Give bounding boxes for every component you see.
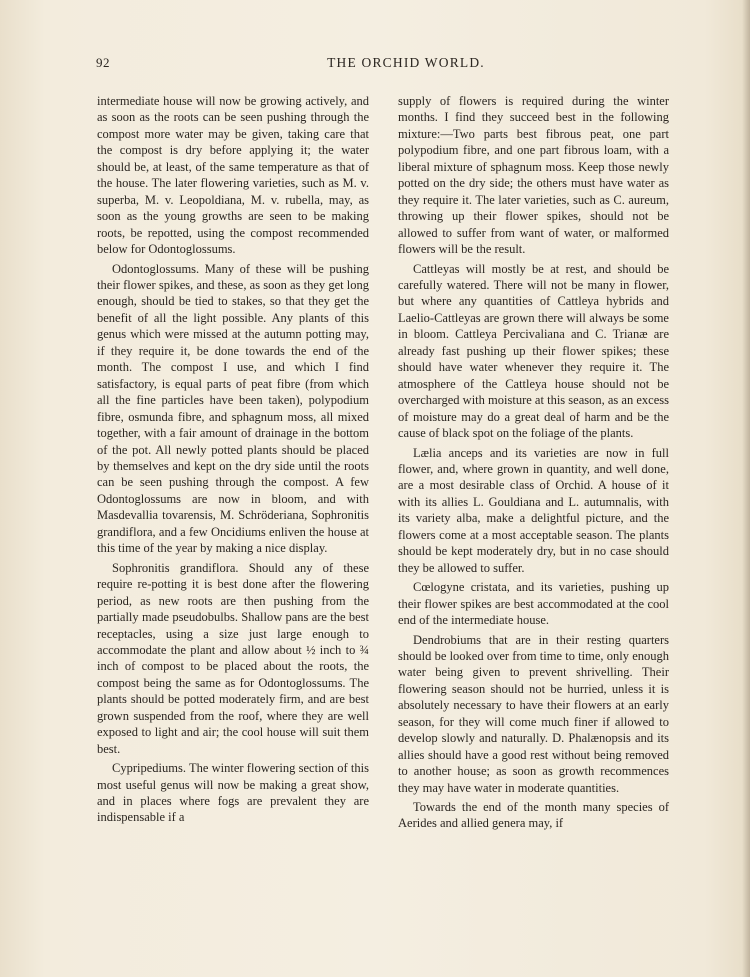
paragraph-laelia: Lælia anceps and its varieties are now in full flower, and, where grown in quantity, and well done, are a most desirable class of Orchid. A house of it with its allies L. Gouldiana and L. autumnalis, with its variety alba, make a delightful picture, and the flowers come at a most acceptable season. The plants should be kept moderately dry, but in no case should they be allowed to suffer. <box>398 445 669 575</box>
paragraph-cypripediums-continued: supply of flowers is required during the winter months. I find they succeed best in the following mixture:—Two parts best fibrous peat, one part polypodium fibre, and one part fibrous loam, with a liberal mixture of sphagnum moss. Keep those newly potted on the dry side; the others must have water as they require it. The later varieties, such as C. aureum, throwing up their flower spikes, should not be allowed to suffer from want of water, or malformed flowers will be the result. <box>398 94 669 257</box>
paragraph-odontoglossums: Odontoglossums. Many of these will be pushing their flower spikes, and these, as soon as they get long enough, should be tied to stakes, so that they get the benefit of all the light possible. Any plants of this genus which were missed at the autumn potting may, if they require it, be done towards the end of the month. The compost I use, and which I find satisfactory, is equal parts of peat fibre (from which all the fine particles have been taken), polypodium fibre, osmunda fibre, and sphagnum moss, all mixed together, with a fair amount of drainage in the bottom of the pot. All newly potted plants should be placed by themselves and kept on the dry side until the roots can be seen pushing through the compost. A few Odontoglossums are now in bloom, and with Masdevallia tovarensis, M. Schröderiana, Sophronitis grandiflora, and a few Oncidiums enliven the house at this time of the year by making a nice display. <box>97 261 369 556</box>
left-column <box>97 93 369 826</box>
paragraph-sophronitis: Sophronitis grandiflora. Should any of these require re-potting it is best done after the flowering period, as new roots are then pushing from the partially made pseudobulbs. Shallow pans are the best receptacles, using a size just large enough to accommodate the plant and allow about ½ inch to ¾ inch of compost to be placed about the roots, the compost being the same as for Odontoglossums. The plants should be potted moderately firm, and are best grown suspended from the roof, where they are well exposed to light and air; the cool house will suit them best. <box>97 560 369 756</box>
page-edge-shadow <box>742 0 750 977</box>
page-header <box>96 55 676 75</box>
right-column <box>398 93 669 832</box>
paragraph-dendrobiums: Dendrobiums that are in their resting quarters should be looked over from time to time, only enough water being given to prevent shrivelling. Their flowering season should not be hurried, unless it is absolutely necessary to have their flowers at an early season, for they will come much finer if allowed to develop slowly and naturally. D. Phalænopsis and its allies should have a good rest without being removed to another house; as soon as growth recommences they may have water in moderate quantities. <box>398 632 669 795</box>
page-number: 92 <box>96 55 110 70</box>
paragraph-cypripediums: Cypripediums. The winter flowering section of this most useful genus will now be making a great show, and in places where fogs are prevalent they are indispensable if a <box>97 761 369 825</box>
paragraph-aerides: Towards the end of the month many species of Aerides and allied genera may, if <box>398 800 669 831</box>
paragraph-coelogyne: Cœlogyne cristata, and its varieties, pushing up their flower spikes are best accommodated at the cool end of the intermediate house. <box>398 580 669 628</box>
running-title: THE ORCHID WORLD. <box>327 55 485 70</box>
paragraph-cattleyas: Cattleyas will mostly be at rest, and should be carefully watered. There will not be many in flower, but where any quantities of Cattleya hybrids and Laelio-Cattleyas are grown there will always be some in bloom. Cattleya Percivaliana and C. Trianæ are already fast pushing up their flower spikes; these should have water whenever they require it. The atmosphere of the Cattleya house should not be overcharged with moisture at this season, as an excess of moisture may do a great deal of harm and be the cause of black spot on the foliage of the plants. <box>398 261 669 441</box>
paragraph-masdevallia-continued: intermediate house will now be growing actively, and as soon as the roots can be seen pushing through the compost more water may be given, taking care that the compost is dry before applying it; the water should be, at least, of the same temperature as that of the house. The later flowering varieties, such as M. v. superba, M. v. Leopoldiana, M. v. rubella, may, as soon as the young growths are seen to be making roots, be repotted, using the compost recommended below for Odontoglossums. <box>97 94 369 257</box>
